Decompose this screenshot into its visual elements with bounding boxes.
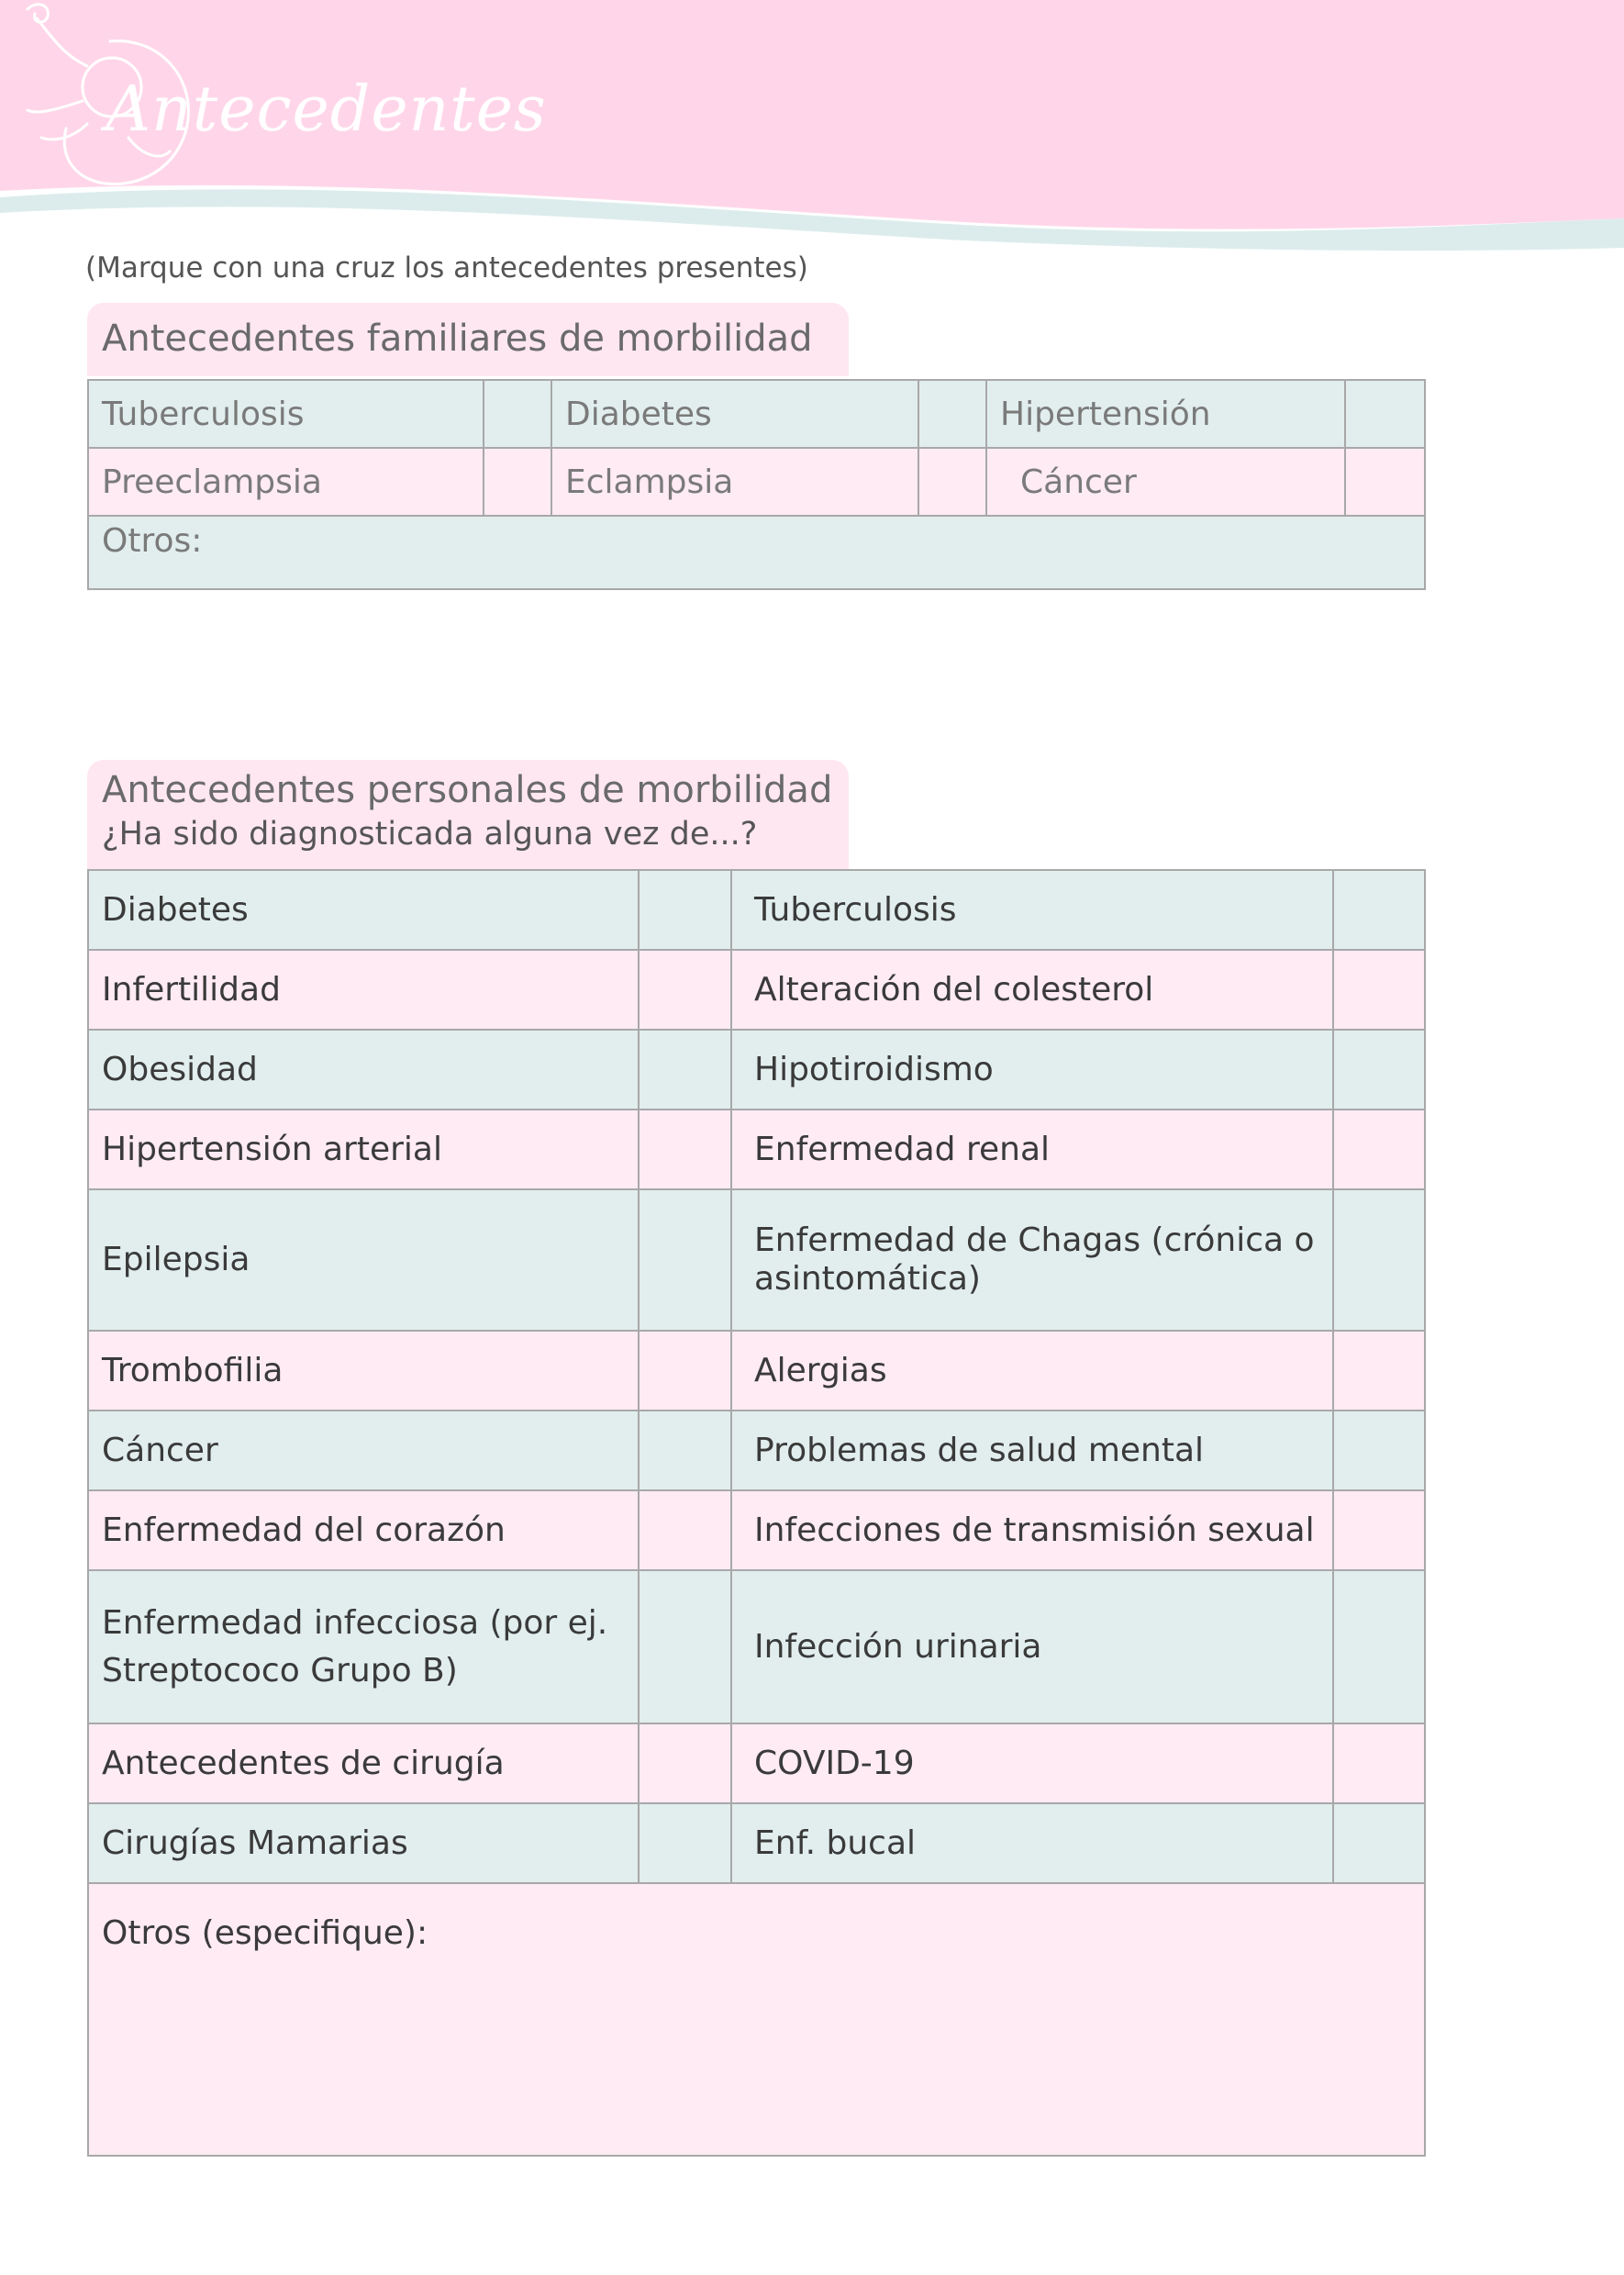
checkbox-cell[interactable]: [1333, 1331, 1425, 1411]
checkbox-cell[interactable]: [639, 1570, 731, 1723]
checkbox-cell[interactable]: [639, 1030, 731, 1110]
table-row: [88, 1490, 1425, 1570]
checkbox-cell[interactable]: [639, 1490, 731, 1570]
checkbox-cell[interactable]: [918, 448, 986, 516]
condition-label: Enfermedad renal: [731, 1110, 1333, 1189]
condition-label: COVID-19: [731, 1723, 1333, 1803]
condition-label: Cáncer: [986, 448, 1345, 516]
checkbox-cell[interactable]: [1333, 1723, 1425, 1803]
instruction-text: (Marque con una cruz los antecedentes presentes): [85, 251, 808, 284]
checkbox-cell[interactable]: [639, 1803, 731, 1883]
personales-table: [87, 869, 1426, 2157]
condition-label: Trombofilia: [88, 1331, 639, 1411]
table-row: [88, 380, 1425, 448]
table-row: [88, 1570, 1425, 1723]
checkbox-cell[interactable]: [639, 950, 731, 1030]
table-row: [88, 1110, 1425, 1189]
condition-label: Cirugías Mamarias: [88, 1803, 639, 1883]
table-row: [88, 1411, 1425, 1490]
table-row: [88, 1723, 1425, 1803]
checkbox-cell[interactable]: [1345, 380, 1425, 448]
familiares-section-title: Antecedentes familiares de morbilidad: [87, 303, 849, 376]
table-row: [88, 870, 1425, 950]
checkbox-cell[interactable]: [1333, 1490, 1425, 1570]
condition-label: Infertilidad: [88, 950, 639, 1030]
condition-label: Diabetes: [551, 380, 918, 448]
condition-label: Epilepsia: [88, 1189, 639, 1331]
condition-label: Tuberculosis: [88, 380, 484, 448]
checkbox-cell[interactable]: [639, 1331, 731, 1411]
checkbox-cell[interactable]: [639, 870, 731, 950]
condition-label: Hipertensión arterial: [88, 1110, 639, 1189]
table-row: [88, 1331, 1425, 1411]
condition-label: Problemas de salud mental: [731, 1411, 1333, 1490]
checkbox-cell[interactable]: [484, 448, 551, 516]
otros-especifique-field[interactable]: [88, 1883, 1425, 2156]
condition-label: Alergias: [731, 1331, 1333, 1411]
checkbox-cell[interactable]: [484, 380, 551, 448]
otros-row: [88, 516, 1425, 589]
table-row: [88, 1189, 1425, 1331]
condition-label: Hipertensión: [986, 380, 1345, 448]
checkbox-cell[interactable]: [1333, 1110, 1425, 1189]
otros-label: Otros:: [102, 522, 203, 560]
checkbox-cell[interactable]: [1333, 1803, 1425, 1883]
personales-subtitle: ¿Ha sido diagnosticada alguna vez de...?: [102, 816, 758, 853]
otros-field[interactable]: [88, 516, 1425, 589]
table-row: [88, 950, 1425, 1030]
personales-title: Antecedentes personales de morbilidad: [102, 769, 833, 811]
condition-label: Antecedentes de cirugía: [88, 1723, 639, 1803]
checkbox-cell[interactable]: [1333, 1030, 1425, 1110]
table-row: [88, 1030, 1425, 1110]
condition-label: Hipotiroidismo: [731, 1030, 1333, 1110]
table-row: [88, 448, 1425, 516]
checkbox-cell[interactable]: [639, 1189, 731, 1331]
otros-row: [88, 1883, 1425, 2156]
checkbox-cell[interactable]: [1333, 1570, 1425, 1723]
condition-label: Alteración del colesterol: [731, 950, 1333, 1030]
condition-label: Enfermedad infecciosa (por ej. Streptococo Grupo B): [88, 1570, 639, 1723]
header-banner: [0, 0, 1624, 257]
condition-label: Enfermedad de Chagas (crónica o asintomática): [731, 1189, 1333, 1331]
checkbox-cell[interactable]: [1333, 1189, 1425, 1331]
personales-section-title: [87, 760, 849, 870]
condition-label: Infección urinaria: [731, 1570, 1333, 1723]
condition-label: Eclampsia: [551, 448, 918, 516]
condition-label: Obesidad: [88, 1030, 639, 1110]
familiares-table: [87, 379, 1426, 590]
checkbox-cell[interactable]: [639, 1723, 731, 1803]
condition-label: Preeclampsia: [88, 448, 484, 516]
checkbox-cell[interactable]: [1333, 870, 1425, 950]
condition-label: Tuberculosis: [731, 870, 1333, 950]
checkbox-cell[interactable]: [1345, 448, 1425, 516]
fetus-icon: [0, 0, 202, 197]
condition-label: Infecciones de transmisión sexual: [731, 1490, 1333, 1570]
condition-label: Diabetes: [88, 870, 639, 950]
condition-label: Cáncer: [88, 1411, 639, 1490]
otros-especifique-label: Otros (especifique):: [102, 1914, 428, 1952]
checkbox-cell[interactable]: [639, 1110, 731, 1189]
checkbox-cell[interactable]: [918, 380, 986, 448]
table-row: [88, 1803, 1425, 1883]
checkbox-cell[interactable]: [1333, 950, 1425, 1030]
condition-label: Enf. bucal: [731, 1803, 1333, 1883]
checkbox-cell[interactable]: [639, 1411, 731, 1490]
condition-label: Enfermedad del corazón: [88, 1490, 639, 1570]
page-title: Antecedentes: [106, 73, 547, 146]
checkbox-cell[interactable]: [1333, 1411, 1425, 1490]
